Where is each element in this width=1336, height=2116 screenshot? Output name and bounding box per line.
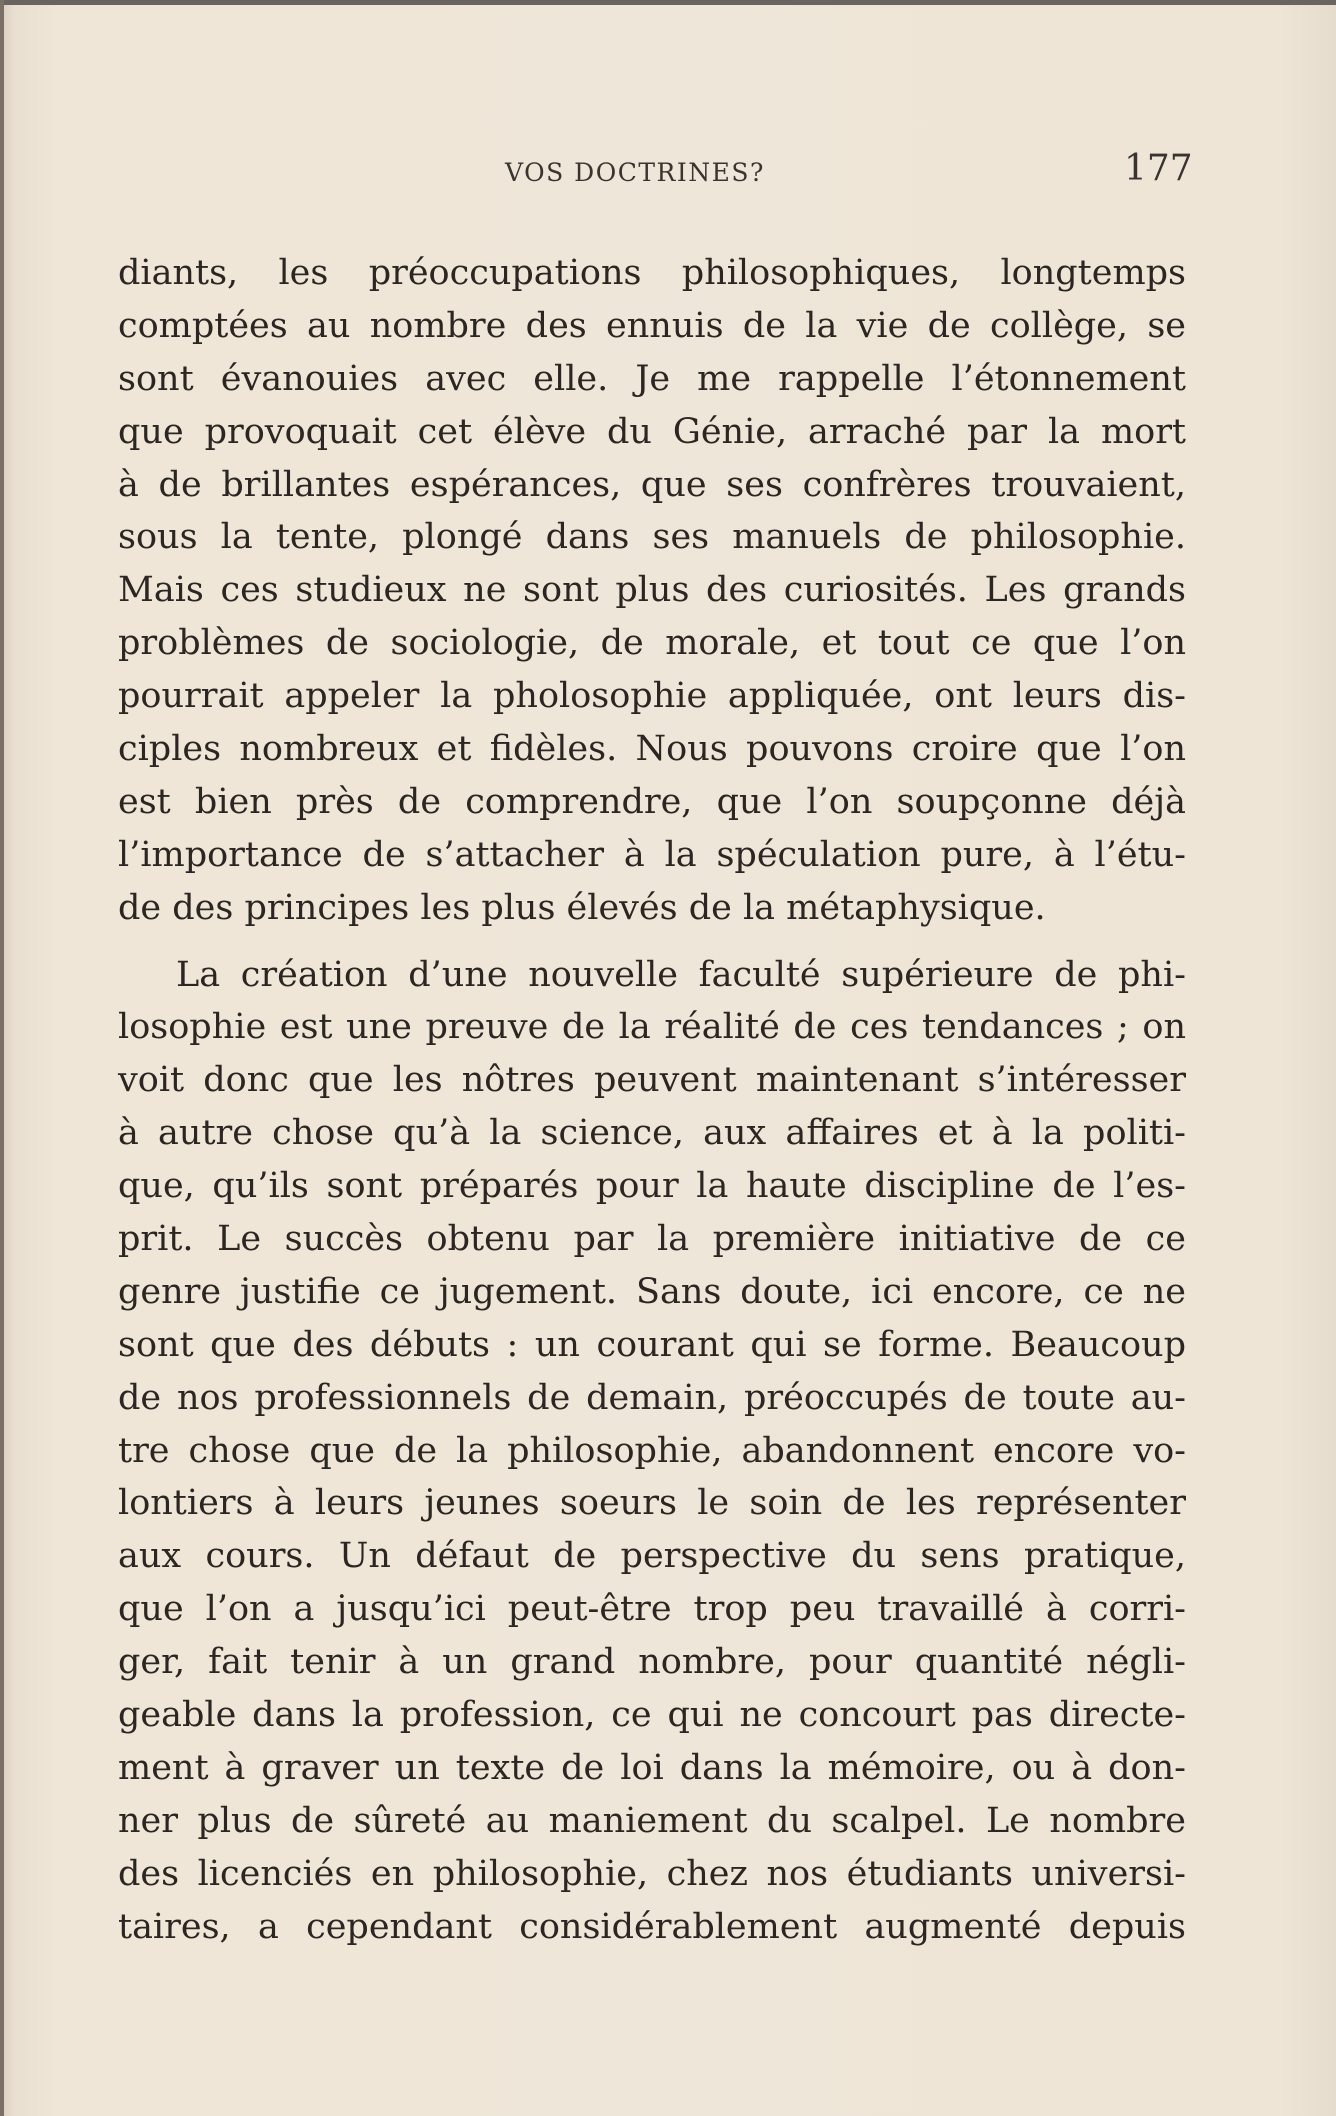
text-line: l’importance de s’attacher à la spéculation pure, à l’étu- (118, 834, 1186, 875)
body-text (118, 247, 1186, 1954)
text-line: taires, a cependant considérablement augmenté depuis (118, 1906, 1186, 1947)
text-line: sont que des débuts : un courant qui se forme. Beaucoup (118, 1324, 1186, 1365)
text-line: comptées au nombre des ennuis de la vie de collège, se (118, 305, 1186, 346)
text-line: de nos professionnels de demain, préoccupés de toute au- (118, 1377, 1186, 1418)
text-line: geable dans la profession, ce qui ne concourt pas directe- (118, 1695, 1186, 1736)
text-line: Mais ces studieux ne sont plus des curiosités. Les grands (118, 570, 1186, 611)
running-title: VOS DOCTRINES? (505, 158, 765, 187)
text-line: genre justifie ce jugement. Sans doute, ici encore, ce ne (118, 1271, 1186, 1312)
text-line: ger, fait tenir à un grand nombre, pour quantité négli- (118, 1642, 1186, 1683)
text-line: est bien près de comprendre, que l’on soupçonne déjà (118, 781, 1186, 822)
text-line: pourrait appeler la pholosophie appliquée, ont leurs dis- (118, 676, 1186, 717)
paragraph-2 (118, 949, 1186, 1954)
page-top-edge (0, 0, 1336, 5)
paragraph-1 (118, 247, 1186, 935)
text-line: ment à graver un texte de loi dans la mémoire, ou à don- (118, 1747, 1186, 1788)
page-left-edge (0, 0, 4, 2116)
text-line: à autre chose qu’à la science, aux affaires et à la politi- (118, 1113, 1186, 1154)
text-line: lontiers à leurs jeunes soeurs le soin de les représenter (118, 1483, 1186, 1524)
text-line: diants, les préoccupations philosophiques, longtemps (118, 253, 1186, 293)
text-line: ner plus de sûreté au maniement du scalpel. Le nombre (118, 1800, 1186, 1841)
text-line: que, qu’ils sont préparés pour la haute discipline de l’es- (118, 1166, 1186, 1207)
text-line: losophie est une preuve de la réalité de ces tendances ; on (118, 1007, 1186, 1048)
text-line: des licenciés en philosophie, chez nos étudiants universi- (118, 1853, 1186, 1894)
text-line: La création d’une nouvelle faculté supérieure de phi- (176, 954, 1186, 995)
page-number: 177 (1124, 148, 1193, 189)
text-line: à de brillantes espérances, que ses confrères trouvaient, (118, 464, 1186, 505)
text-line: sous la tente, plongé dans ses manuels de philosophie. (118, 517, 1186, 558)
text-line: problèmes de sociologie, de morale, et tout ce que l’on (118, 623, 1186, 664)
text-line: sont évanouies avec elle. Je me rappelle l’étonnement (118, 358, 1186, 399)
text-line: que l’on a jusqu’ici peut-être trop peu travaillé à corri- (118, 1589, 1186, 1630)
text-line: de des principes les plus élevés de la métaphysique. (118, 887, 1046, 928)
text-line: ciples nombreux et fidèles. Nous pouvons croire que l’on (118, 729, 1186, 770)
paragraph-gap (118, 935, 1186, 949)
text-line: voit donc que les nôtres peuvent maintenant s’intéresser (118, 1060, 1186, 1101)
text-line: que provoquait cet élève du Génie, arraché par la mort (118, 411, 1186, 452)
text-line: tre chose que de la philosophie, abandonnent encore vo- (118, 1430, 1186, 1471)
text-line: prit. Le succès obtenu par la première initiative de ce (118, 1219, 1186, 1260)
text-line: aux cours. Un défaut de perspective du sens pratique, (118, 1536, 1186, 1577)
